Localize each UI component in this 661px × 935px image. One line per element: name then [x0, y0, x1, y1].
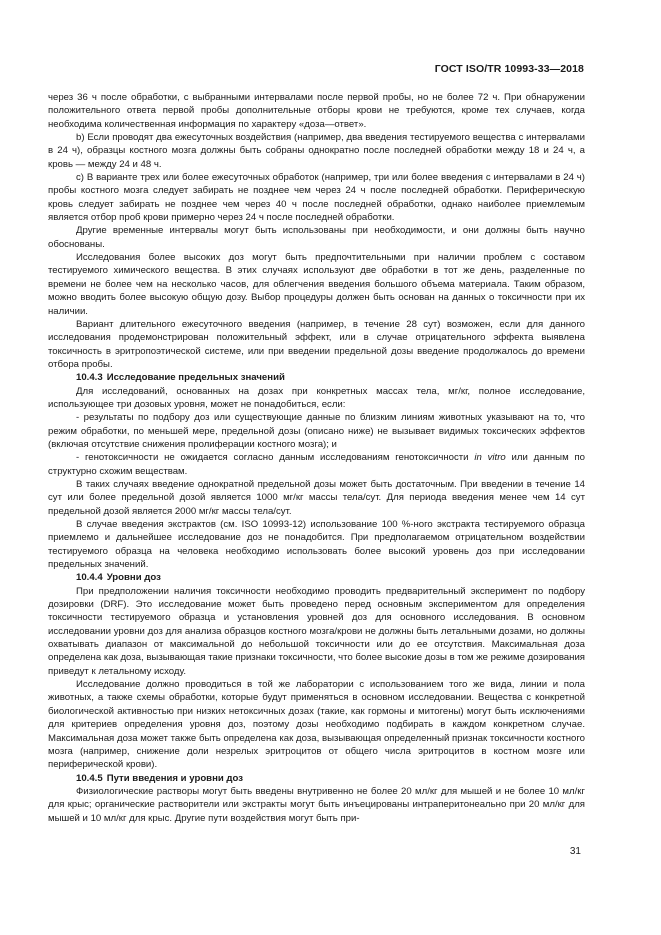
body-paragraph: Вариант длительного ежесуточного введения (например, в течение 28 сут) возможен, если для данного исследования продемонстрирован положительный эффект, или в случае отрицательного эффекта выявлена токсичность в эритропоэтической системе, или при введении предельной дозы введение продолжалось до времени отбора пробы. [48, 318, 585, 370]
body-paragraph: В таких случаях введение однократной предельной дозы может быть достаточным. При введении в течение 14 сут или более предельной дозой является 1000 мг/кг массы тела/сут. Для периода введения менее чем 14 сут предельной дозой является 2000 мг/кг массы тела/сут. [48, 478, 585, 517]
page-number: 31 [569, 846, 581, 857]
section-number: 10.4.4 [76, 572, 103, 584]
italic-term: in vitro [474, 452, 506, 464]
section-title: Уровни доз [106, 572, 161, 584]
section-heading [48, 371, 585, 384]
body-paragraph: - результаты по подбору доз или существующие данные по близким линиям животных указывают на то, что режим обработки, по меньшей мере, предельной дозы (описано ниже) не вызывает видимых токсических эффектов (включая отсутствие снижения пролиферации костного мозга); и [48, 412, 585, 450]
section-number: 10.4.3 [76, 372, 103, 384]
document-body [48, 91, 585, 825]
body-paragraph [48, 451, 585, 478]
body-paragraph: В случае введения экстрактов (см. ISO 10993-12) использование 100 %-ного экстракта тестируемого образца приемлемо и дальнейшее исследование доз не понадобится. При предполагаемом отрицательном воздействии тестируемого образца на человека необходимо использовать более высокий уровень доз при исследовании предельных значений. [48, 519, 585, 571]
body-paragraph: через 36 ч после обработки, с выбранными интервалами после первой пробы, но не более 72 ч. При обнаружении положительного ответа первой пробы дополнительные отборы крови не требуются, кроме тех случаев, когда необходима количественная информация по характеру «доза—ответ». [48, 92, 585, 130]
section-heading [48, 571, 585, 584]
paragraph-text-tail: или данным по структурно схожим веществам. [48, 452, 585, 477]
section-title: Пути введения и уровни доз [106, 772, 244, 784]
body-paragraph: Исследования более высоких доз могут быть предпочтительными при наличии проблем с составом тестируемого химического вещества. В этих случаях используют две обработки в тот же день, разделенные по времени не более чем на несколько часов, для облегчения введения большого объема материала. Таким образом, можно вводить более высокую общую дозу. Выбор процедуры должен быть основан на данных о токсичности при их наличии. [48, 252, 585, 317]
body-paragraph: Другие временные интервалы могут быть использованы при необходимости, и они должны быть научно обоснованы. [48, 225, 585, 250]
section-heading [48, 772, 585, 785]
body-paragraph: c) В варианте трех или более ежесуточных обработок (например, три или более введения с интервалами в 24 ч) пробы костного мозга следует забирать не позднее чем через 24 ч после последней обработки. Периферическую кровь следует забирать не позднее чем через 40 ч после последней обработки, однако наиболее приемлемым является отбор проб крови примерно через 24 ч после последней обработки. [48, 172, 585, 224]
body-paragraph: b) Если проводят два ежесуточных воздействия (например, два введения тестируемого вещества с интервалами в 24 ч), образцы костного мозга должны быть собраны однократно после последней обработки между 18 и 24 ч, а кровь — между 24 и 48 ч. [48, 132, 585, 170]
body-paragraph: Для исследований, основанных на дозах при конкретных массах тела, мг/кг, полное исследование, использующее три дозовых уровня, может не понадобиться, если: [48, 385, 585, 410]
paragraph-text: - генотоксичности не ожидается согласно данным исследованиям генотоксичности [76, 452, 469, 464]
body-paragraph: Исследование должно проводиться в той же лаборатории с использованием того же вида, линии и пола животных, а также схемы обработки, которые будут применяться в основном исследовании. Вещества с конкретной биологической активностью при низких нетоксичных дозах (такие, как гормоны и митогены) могут быть исключениями для критериев определения уровня доз, поэтому дозы необходимо подбирать в каждом конкретном случае. Максимальная доза может также быть определена как доза, вызывающая определенный признак токсичности костного мозга (например, снижение доли незрелых эритроцитов от общего числа эритроцитов в костном мозге или периферической крови). [48, 679, 585, 771]
body-paragraph: При предположении наличия токсичности необходимо проводить предварительный эксперимент по подбору дозировки (DRF). Это исследование может быть проведено перед основным экспериментом для определения токсичности тестируемого образца и установления уровней доз для основного исследования. В основном исследовании уровни доз для анализа образцов костного мозга/крови не должны быть летальными дозами, но должны охватывать диапазон от максимальной до небольшой токсичности или до ее отсутствия. Максимальная доза определена как доза, вызывающая такие признаки токсичности, что более высокие дозы в том же режиме дозирования приведут к летальному исходу. [48, 585, 585, 677]
section-title: Исследование предельных значений [106, 372, 285, 384]
section-number: 10.4.5 [76, 772, 103, 784]
body-paragraph: Физиологические растворы могут быть введены внутривенно не более 20 мл/кг для мышей и не более 10 мл/кг для крыс; органические растворители или экстракты могут быть инъецированы интраперитонеально при 20 мл/кг для мышей и 10 мл/кг для крыс. Другие пути воздействия могут быть при- [48, 785, 585, 824]
document-header: ГОСТ ISO/TR 10993-33—2018 [434, 63, 584, 75]
